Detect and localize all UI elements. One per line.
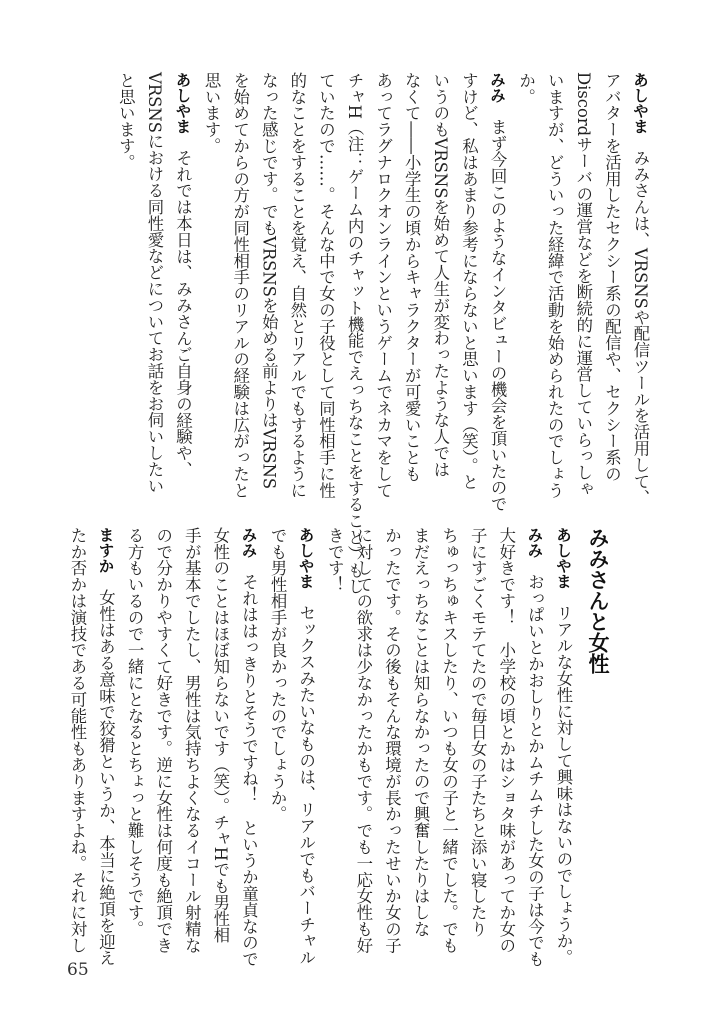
line-text: ていたので……。そんな中で女の子役として同性相手に性: [316, 72, 336, 499]
line-text: おっぱいとかおしりとかムチムチした女の子は今でも: [525, 573, 545, 968]
speaker-name: あしやま: [296, 527, 315, 589]
text-line: [377, 527, 406, 967]
dialogue-line: [291, 527, 320, 967]
line-text: と思います。: [116, 72, 136, 171]
dialogue-line: [625, 72, 654, 506]
line-text: 的なことをすることを覚え、自然とリアルでもするように: [287, 72, 307, 499]
dialogue-line: [168, 72, 197, 497]
lower-text-block: [62, 527, 577, 967]
dialogue-line: [520, 527, 549, 967]
text-line: [425, 72, 454, 497]
line-text: Discordサーバの運営などを断続的に運営していらっしゃ: [573, 72, 593, 497]
text-line: [454, 72, 483, 497]
line-text: まだえっちなことは知らなかったので興奮したりはしな: [411, 527, 431, 937]
dialogue-line: [234, 527, 263, 967]
text-line: [120, 527, 149, 967]
line-text: 女性のことはほぼ知らないです（笑）。チャHでも男性相: [210, 527, 230, 944]
speaker-name: あしやま: [554, 527, 572, 589]
line-text: 大好きです！ 小学校の頃とかはショタ味があってか女の: [496, 527, 516, 954]
line-text: なった感じです。でもVRSNSを始める前よりはVRSNS: [259, 72, 279, 490]
text-line: [397, 72, 426, 497]
speaker-name: あしやま: [631, 72, 649, 134]
line-text: VRSNSにおける同性愛などについてお話をお伺いしたい: [144, 72, 164, 494]
text-line: [62, 527, 91, 967]
dialogue-line: [482, 72, 511, 513]
speaker-name: みみ: [525, 527, 544, 558]
dialogue-line: [91, 527, 120, 967]
line-text: なくて――小学生の頃からキャラクターが可愛いことも: [402, 72, 422, 482]
text-line: [205, 527, 234, 967]
speaker-name: みみ: [239, 527, 258, 558]
text-line: [405, 527, 434, 967]
line-text: いうのもVRSNSを始めて人生が変わったような人では: [430, 72, 450, 478]
line-text: 思います。: [202, 72, 222, 154]
text-line: [540, 72, 569, 497]
line-text: まず今回このようなインタビューの機会を頂いたので: [488, 118, 508, 513]
line-text: それでは本日は、みみさんご自身の経験や、: [173, 149, 193, 478]
line-text: ちゅっちゅキスしたり、いつも女の子と一緒でした。でも: [439, 527, 459, 954]
line-text: あってラグナロクオンラインというゲームでネカマをして: [373, 72, 393, 499]
text-line: [511, 72, 540, 497]
text-line: [311, 72, 340, 497]
line-text: か。: [516, 72, 536, 105]
line-text: たか否かは演技である可能性もありますよね。それに対し: [67, 527, 87, 954]
text-line: [139, 72, 168, 497]
line-text: それははっきりとそうですね！ というか童貞なので: [239, 573, 259, 968]
text-line: [597, 72, 626, 497]
text-line: [463, 527, 492, 967]
line-text: を始めてからの方が同性相手のリアルの経験は広がったと: [230, 72, 250, 499]
line-text: みみさんは、VRSNSや配信ツールを活用して、: [631, 149, 650, 506]
line-text: る方もいるので一緒にとなるとちょっと難しそうです。: [125, 527, 145, 937]
text-line: [262, 527, 291, 967]
text-line: [320, 527, 349, 967]
line-text: すけど、私はあまり参考にならないと思います（笑）。と: [459, 72, 479, 491]
line-text: いますが、どういった経緯で活動を始められたのでしょう: [545, 72, 565, 499]
text-line: [254, 72, 283, 497]
text-line: [348, 527, 377, 967]
section-heading: みみさんと女性: [586, 527, 610, 674]
line-text: に対しての欲求は少なかったかもです。でも一応女性も好: [353, 527, 373, 954]
speaker-name: ますか: [96, 527, 115, 574]
line-text: でも男性相手が良かったのでしょうか。: [268, 527, 288, 823]
text-line: [491, 527, 520, 967]
text-line: [225, 72, 254, 497]
page-number: 65: [67, 960, 89, 980]
speaker-name: あしやま: [173, 72, 192, 134]
line-text: チャH（注：ゲーム内のチャット機能でえっちなことをすること）もし: [345, 72, 365, 595]
text-line: [111, 72, 140, 497]
line-text: 手が基本でしたし、男性は気持ちよくなるイコール射精な: [182, 527, 202, 954]
dialogue-line: [548, 527, 577, 967]
text-line: [177, 527, 206, 967]
text-line: [434, 527, 463, 967]
text-line: [568, 72, 597, 497]
line-text: アバターを活用したセクシー系の配信や、セクシー系の: [602, 72, 622, 482]
line-text: かったです。その後もそんな環境が長かったせいか女の子: [382, 527, 402, 954]
line-text: 女性はある意味で狡猾というか、本当に絶頂を迎え: [96, 589, 116, 967]
text-line: [368, 72, 397, 497]
text-line: [282, 72, 311, 497]
line-text: きです！: [325, 527, 345, 593]
text-line: [339, 72, 368, 595]
line-text: 子にすごくモテてたので毎日女の子たちと添い寝したり: [468, 527, 488, 937]
speaker-name: みみ: [488, 72, 507, 103]
text-line: [148, 527, 177, 967]
line-text: リアルな女性に対して興味はないのでしょうか。: [554, 604, 573, 966]
line-text: セックスみたいなものは、リアルでもバーチャル: [296, 604, 316, 966]
line-text: ので分かりやすくて好きです。逆に女性は何度も絶頂でき: [153, 527, 173, 954]
text-line: [197, 72, 226, 497]
